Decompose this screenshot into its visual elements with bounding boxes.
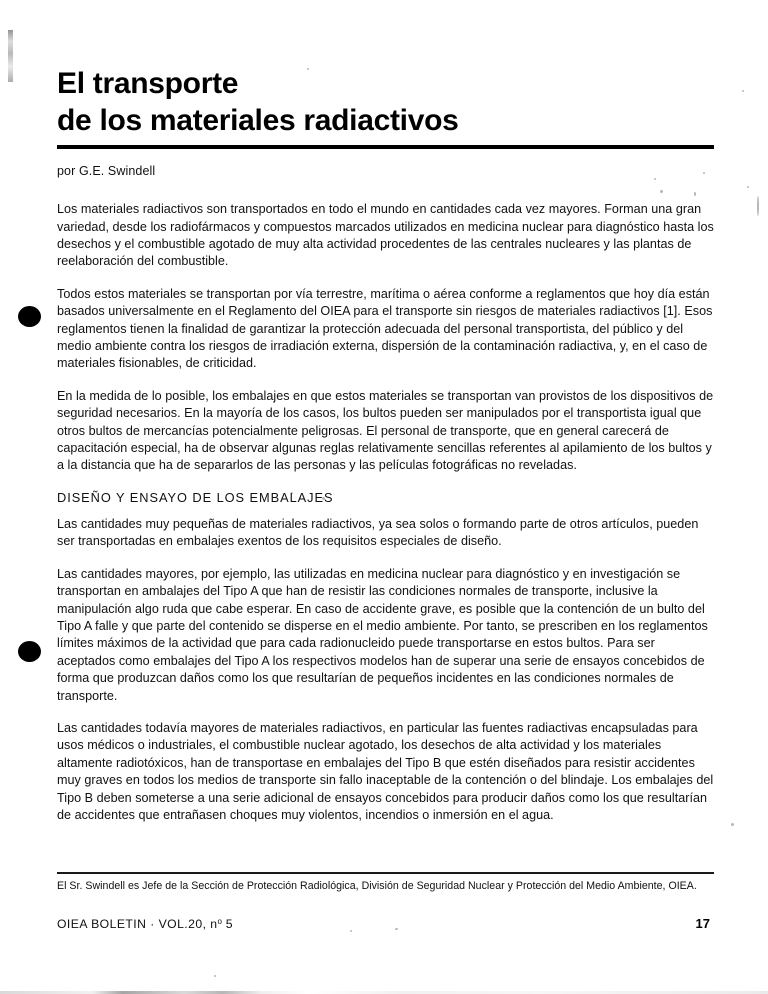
article-body: [57, 178, 714, 824]
paragraph: Las cantidades muy pequeñas de materiales radiactivos, ya sea solos o formando parte de otros artículos, pueden ser transportadas en embalajes exentos de los requisitos especiales de diseño.: [57, 516, 699, 549]
scan-edge-artifact: [8, 30, 13, 82]
page-title-line-1: El transporte: [57, 67, 239, 100]
margin-punch-mark-top: [18, 306, 41, 327]
author-byline: por G.E. Swindell: [57, 164, 156, 179]
paragraph: Todos estos materiales se transportan por vía terrestre, marítima o aérea conforme a reglamentos que hoy día están basados universalmente en el Reglamento del OIEA para el transporte sin riesgos de materiales radiactivos [1]. Esos reglamentos tienen la finalidad de garantizar la protección adecuada del personal transportista, del público y del medio ambiente contra los riesgos de irradiación externa, dispersión de la contaminación radiactiva, y, en el caso de materiales fisionables, de criticidad.: [57, 286, 713, 371]
scan-speckle: [747, 186, 749, 188]
page-title: [57, 0, 714, 139]
scan-speckle: [757, 196, 759, 216]
document-content: [57, 0, 714, 824]
scan-speckle: [742, 90, 744, 92]
page-title-line-2: de los materiales radiactivos: [57, 103, 459, 137]
publication-reference: [57, 917, 233, 931]
paragraph: Los materiales radiactivos son transportados en todo el mundo en cantidades cada vez mayores. Forman una gran variedad, desde los radiofármacos y compuestos marcados utilizados en medicina nuclear para diagnóstico hasta los desechos y el combustible agotado de muy alta actividad procedentes de las centrales nucleares y las plantas de reelaboración del combustible.: [57, 202, 714, 269]
ordinal-marker: o: [217, 917, 222, 926]
paragraph: En la medida de lo posible, los embalajes en que estos materiales se transportan van provistos de los dispositivos de seguridad necesarios. En la mayoría de los casos, los bultos pueden ser manipulados por el transportista igual que otros bultos de mercancías potencialmente peligrosas. El personal de transporte, que en general carecerá de capacitación especial, ha de observar algunas reglas relativamente sencillas referentes al apilamiento de los bultos y a la distancia que ha de separarlos de las personas y las películas fotográficas no reveladas.: [57, 388, 714, 473]
issue-number: 5: [221, 917, 234, 931]
page-footer: [57, 916, 714, 931]
page-number: 17: [695, 916, 710, 931]
scan-speckle: [731, 823, 734, 826]
publication-label: OIEA BOLETIN · VOL.20, n: [57, 917, 218, 931]
paragraph: Las cantidades todavía mayores de materiales radiactivos, en particular las fuentes radiactivas encapsuladas para usos médicos o industriales, el combustible nuclear agotado, los desechos de alta actividad y los materiales altamente radiotóxicos, han de transportase en embalajes del Tipo B que estén diseñados para resistir accidentes muy graves en todos los medios de transporte sin fallo inaceptable de la contención o del blindaje. Los embalajes del Tipo B deben someterse a una serie adicional de ensayos concebidos para producir daños como los que resultarían de accidentes que entrañasen choques muy violentos, incendios o inmersión en el agua.: [57, 720, 714, 822]
footnote-divider-rule: [57, 872, 714, 874]
footnote-text: El Sr. Swindell es Jefe de la Sección de Protección Radiológica, División de Seguridad Nuclear y Protección del Medio Ambiente, OIEA.: [57, 880, 697, 892]
paragraph: Las cantidades mayores, por ejemplo, las utilizadas en medicina nuclear para diagnóstico y en investigación se transportan en ambalajes del Tipo A que han de resistir las condiciones normales de transporte, inclusive la manipulación algo ruda que cabe esperar. En caso de accidente grave, es posible que la contención de un bulto del Tipo A falle y que parte del contenido se disperse en el medio ambiente. Por tanto, se prescriben en los reglamentos límites máximos de la actividad que para cada radionucleido puede transportarse en estos bultos. Para ser aceptados como embalajes del Tipo A los respectivos modelos han de superar una serie de ensayos concebidos de forma que produzcan daños como los que resultarían de pequeños incidentes en las condiciones normales de transporte.: [57, 566, 708, 703]
margin-punch-mark-bottom: [18, 641, 41, 662]
section-heading: DISEÑO Y ENSAYO DE LOS EMBALAJES: [57, 489, 334, 505]
scan-speckle: [214, 975, 216, 977]
